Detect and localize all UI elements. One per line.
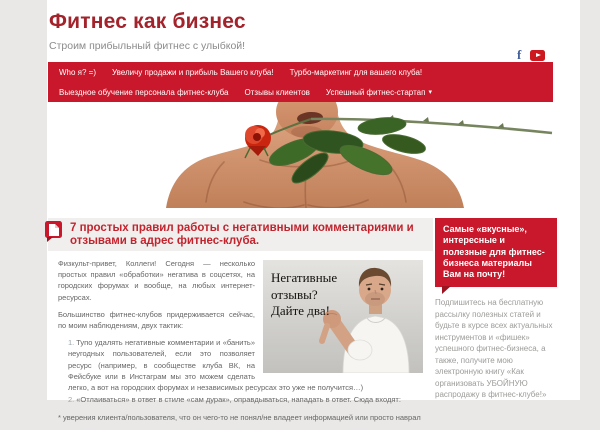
article-thumbs-down-image: [263, 260, 423, 373]
sidebar: [435, 218, 557, 401]
nav-item-who[interactable]: [51, 68, 104, 77]
main-nav: [48, 62, 553, 102]
list-item-text: Тупо удалять негативные комментарии и «банить» неугодных пользователей, если это позволяет ресурс (например, в сообществе клуба ВК, на Фейсбуке или в Инстаграм мы это можем сделать легко, а вот на городских форумах и независимых ресурсах это уже не получится…): [68, 338, 364, 393]
article-card: [48, 218, 433, 430]
chevron-down-icon: ▾: [428, 89, 432, 96]
nav-item-label: Увеличу продажи и прибыль Вашего клуба!: [112, 67, 274, 77]
nav-item-label: Успешный фитнес-стартап: [325, 87, 426, 97]
nav-item-sales[interactable]: [104, 68, 282, 77]
hero-image: [48, 102, 553, 208]
post-format-icon: [45, 221, 62, 238]
nav-item-staff-training[interactable]: [51, 88, 237, 97]
site-title[interactable]: Фитнес как бизнес: [49, 10, 246, 33]
subscribe-text: Подпишитесь на бесплатную рассылку полезных статей и будьте в курсе всех актуальных инструментов и «фишек» успешного фитнес-бизнеса, а также, получите мою электронную книгу «Как организовать УБОЙНУЮ распродажу в фитнес-клубе!»: [435, 298, 553, 400]
nav-item-startup[interactable]: [318, 88, 440, 97]
page-container: [47, 0, 580, 423]
nav-item-testimonials[interactable]: [237, 88, 318, 97]
image-caption: [271, 270, 353, 320]
nav-item-turbo-marketing[interactable]: [282, 68, 431, 77]
site-tagline: Строим прибыльный фитнес с улыбкой!: [49, 40, 246, 52]
hero-man-with-rose-illustration: [48, 102, 553, 208]
nav-item-label: Выездное обучение персонала фитнес-клуба: [59, 87, 229, 97]
article-paragraph: Физкульт-привет, Коллеги! Сегодня — несколько простых правил «обработки» негатива в соцсетях, на городских форумах и вообще, на любых интернет-ресурсах.: [58, 259, 255, 302]
list-number: 2.: [68, 395, 75, 405]
article-title[interactable]: 7 простых правил работы с негативными комментариями и отзывами в адрес фитнес-клуба.: [70, 222, 414, 247]
nav-item-label: Who я? =): [59, 67, 97, 77]
list-number: 1.: [68, 338, 75, 348]
nav-item-label: Турбо-маркетинг для вашего клуба!: [289, 67, 423, 77]
article-title-strip: [48, 218, 433, 251]
image-caption-line: Дайте два!: [271, 303, 330, 318]
nav-row-2: [48, 82, 553, 102]
article-paragraph: Большинство фитнес-клубов придерживается сейчас, по моим наблюдениям, двух тактик:: [58, 309, 255, 331]
nav-item-label: Отзывы клиентов: [244, 87, 310, 97]
article-body: [48, 251, 433, 424]
image-caption-line: Негативные: [271, 270, 338, 285]
social-links: [517, 49, 545, 61]
facebook-icon[interactable]: f: [517, 47, 522, 62]
article-bullet: * уверения клиента/пользователя, что он чего-то не понял/не владеет информацией или просто наврал: [58, 413, 421, 423]
list-item-text: «Отлаиваться» в ответ в стиле «сам дурак», оправдываться, нападать в ответ. Сюда входят:: [76, 395, 401, 405]
youtube-icon[interactable]: [530, 50, 545, 61]
image-caption-line: отзывы?: [271, 286, 318, 302]
newsletter-promo-box: Самые «вкусные», интересные и полезные для фитнес-бизнеса материалы Вам на почту!: [435, 218, 557, 287]
nav-row-1: [48, 62, 553, 82]
